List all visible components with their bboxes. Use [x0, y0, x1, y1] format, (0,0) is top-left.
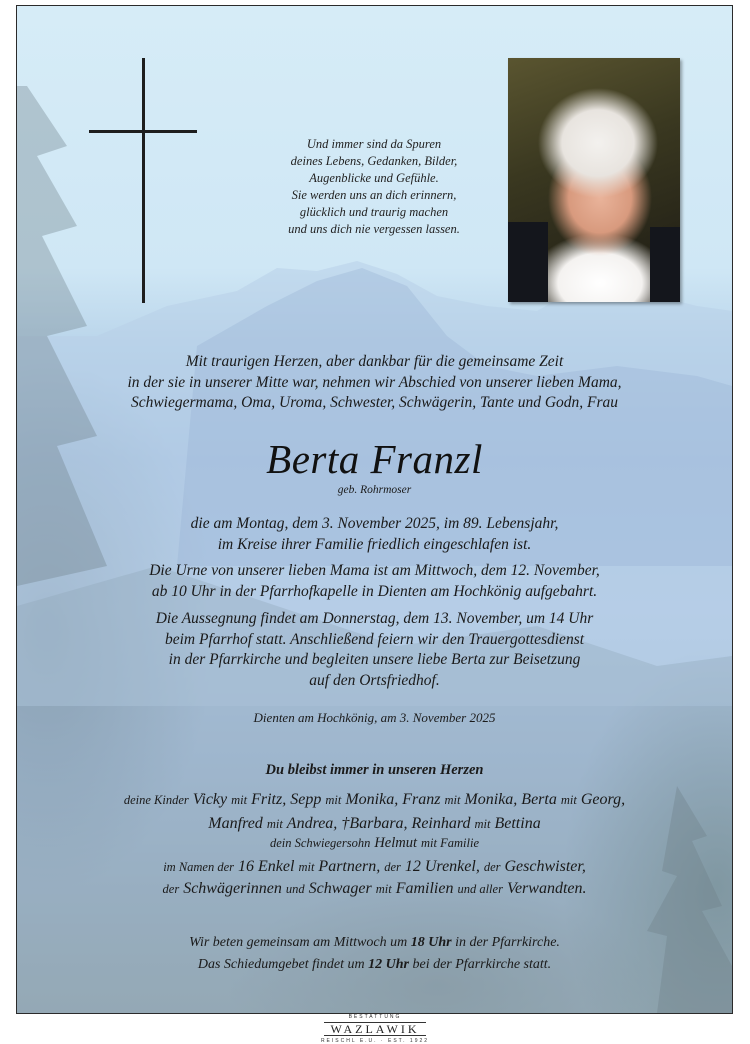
prayer-text: in der Pfarrkirche. — [455, 935, 560, 950]
son-in-law-line — [37, 833, 712, 853]
paragraph-line: ab 10 Uhr in der Pfarrhofkapelle in Dienten am Hochkönig aufgebahrt. — [151, 582, 598, 600]
children-prefix: deine Kinder — [123, 793, 189, 807]
photo-vest-right — [650, 227, 680, 302]
portrait-photo — [508, 58, 680, 302]
with-word: mit — [231, 793, 248, 807]
relatives-group: Verwandten. — [506, 880, 587, 897]
child-name: Reinhard — [411, 815, 471, 832]
intro-line: Schwiegermama, Oma, Uroma, Schwester, Schwägerin, Tante und Godn, Frau — [130, 394, 619, 411]
with-word: mit — [325, 793, 342, 807]
son-in-law-suffix: mit Familie — [421, 836, 479, 850]
relatives-word: mit — [298, 860, 315, 874]
poem-line: deines Lebens, Gedanken, Bilder, — [290, 154, 458, 168]
partner-name: Bettina — [494, 815, 541, 832]
relatives-list — [37, 856, 712, 900]
child-name: Sepp — [290, 791, 322, 808]
obituary-card — [16, 5, 733, 1014]
paragraph-line: beim Pfarrhof statt. Anschließend feiern wir den Trauergottesdienst — [164, 630, 585, 648]
prayer-text: Wir beten gemeinsam am Mittwoch um — [189, 935, 408, 950]
logo-top-text: BESTATTUNG — [348, 1014, 402, 1020]
paragraph-line: in der Pfarrkirche und begleiten unsere liebe Berta zur Beisetzung — [168, 651, 581, 668]
prayer-text: bei der Pfarrkirche statt. — [412, 957, 552, 972]
intro-line: Mit traurigen Herzen, aber dankbar für die gemeinsame Zeit — [185, 353, 564, 370]
child-name: Manfred — [208, 815, 263, 832]
photo-vest-left — [508, 222, 548, 302]
logo-bottom-text: REISCHL E.U. · EST. 1922 — [320, 1038, 430, 1044]
intro-line: in der sie in unserer Mitte war, nehmen wir Abschied von unserer lieben Mama, — [127, 373, 622, 391]
logo-name: WAZLAWIK — [324, 1022, 425, 1036]
partner-name: Georg, — [580, 791, 626, 808]
prayer-info — [47, 932, 702, 976]
poem-line: glücklich und traurig machen — [299, 205, 449, 219]
child-name-deceased: †Barbara, — [341, 815, 408, 832]
relatives-word: im Namen der — [163, 860, 235, 874]
cross-icon-horizontal — [89, 130, 197, 133]
maiden-name: geb. Rohrmoser — [337, 484, 412, 496]
funeral-home-logo — [0, 1014, 750, 1044]
prayer-time: 18 Uhr — [410, 935, 452, 950]
cross-icon-vertical — [142, 58, 145, 303]
paragraph-line: im Kreise ihrer Familie friedlich eingeschlafen ist. — [217, 535, 532, 553]
relatives-word: und — [285, 882, 305, 896]
children-list — [37, 788, 712, 836]
poem-line: Sie werden uns an dich erinnern, — [291, 188, 457, 202]
with-word: mit — [266, 817, 283, 831]
paragraph-line: Die Aussegnung findet am Donnerstag, dem 13. November, um 14 Uhr — [155, 610, 594, 627]
relatives-group: Geschwister, — [504, 858, 586, 875]
child-name: Franz — [402, 791, 441, 808]
partner-name: Monika, — [464, 791, 518, 808]
paragraph-line: auf den Ortsfriedhof. — [309, 671, 440, 689]
relatives-word: der — [384, 860, 401, 874]
place-date: Dienten am Hochkönig, am 3. November 2025 — [253, 710, 496, 725]
partner-name: Fritz, — [251, 791, 287, 808]
relatives-line-2 — [37, 878, 712, 900]
prayer-time: 12 Uhr — [368, 957, 409, 972]
paragraph-line: die am Montag, dem 3. November 2025, im 89. Lebensjahr, — [190, 515, 559, 532]
son-in-law-name: Helmut — [374, 835, 418, 851]
relatives-word: mit — [375, 882, 392, 896]
poem-line: und uns dich nie vergessen lassen. — [288, 222, 460, 236]
relatives-group: Schwager — [308, 880, 372, 897]
family-heading: Du bleibst immer in unseren Herzen — [265, 762, 484, 778]
partner-name: Andrea, — [286, 815, 338, 832]
intro-text — [47, 352, 702, 414]
poem-line: Und immer sind da Spuren — [306, 137, 442, 151]
relatives-group: 12 Urenkel, — [404, 858, 480, 875]
relatives-word: und aller — [457, 882, 503, 896]
urn-paragraph — [47, 561, 702, 602]
child-name: Berta — [521, 791, 557, 808]
with-word: mit — [444, 793, 461, 807]
with-word: mit — [560, 793, 577, 807]
relatives-word: der — [162, 882, 180, 896]
relatives-line-1 — [37, 856, 712, 878]
relatives-group: Familien — [395, 880, 454, 897]
memorial-poem — [239, 136, 509, 238]
child-name: Vicky — [192, 791, 228, 808]
funeral-paragraph — [47, 609, 702, 691]
deceased-name: Berta Franzl — [266, 436, 483, 482]
prayer-text: Das Schiedumgebet findet um — [197, 957, 365, 972]
relatives-group: Schwägerinnen — [183, 880, 282, 897]
prayer-line-1 — [47, 932, 702, 954]
paragraph-line: Die Urne von unserer lieben Mama ist am Mittwoch, dem 12. November, — [149, 562, 600, 579]
death-paragraph — [47, 514, 702, 555]
poem-line: Augenblicke und Gefühle. — [309, 171, 439, 185]
with-word: mit — [474, 817, 491, 831]
children-line-1 — [37, 788, 712, 812]
partner-name: Monika, — [345, 791, 399, 808]
relatives-group: Partnern, — [318, 858, 381, 875]
relatives-word: der — [483, 860, 501, 874]
son-in-law-prefix: dein Schwiegersohn — [269, 836, 371, 850]
prayer-line-2 — [47, 954, 702, 976]
relatives-group: 16 Enkel — [238, 858, 295, 875]
